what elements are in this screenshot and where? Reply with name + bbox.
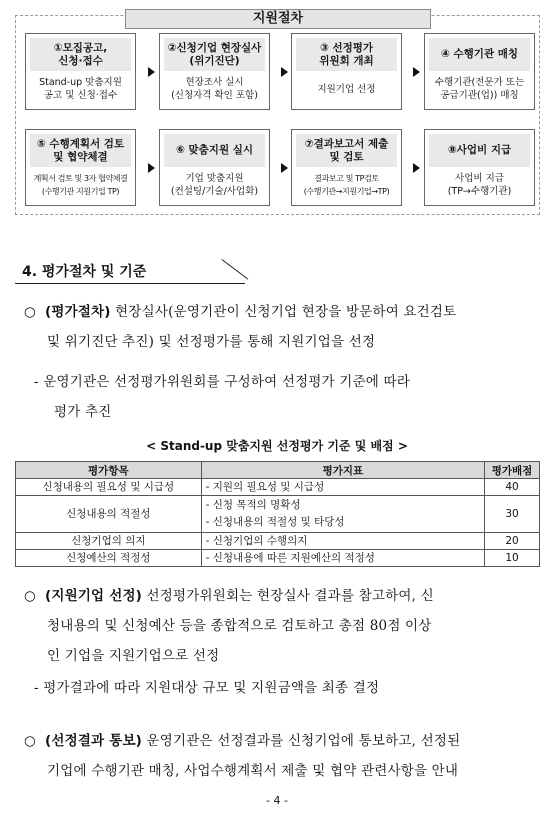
indicator-cell: - 신청기업의 수행의지 (201, 533, 484, 550)
column-header: 평가지표 (201, 462, 484, 479)
step-5-title: ⑤ 수행계획서 검토 및 협약체결 (30, 134, 131, 167)
score-cell: 40 (485, 479, 540, 496)
section-underline (15, 283, 245, 284)
para-label: (지원기업 선정) (44, 588, 143, 604)
dash-marker: - (34, 374, 39, 390)
indicator-cell: - 지원의 필요성 및 시급성 (201, 479, 484, 496)
dash-marker: - (34, 680, 39, 696)
item-cell: 신청내용의 필요성 및 시급성 (16, 479, 202, 496)
arrow-right-icon (148, 67, 155, 77)
step-8-desc: 사업비 지급 (TP→수행기관) (447, 173, 512, 197)
bullet-circle-icon: ○ (24, 733, 36, 749)
page-number: - 4 - (266, 794, 288, 807)
table-row (16, 496, 540, 533)
arrow-right-icon (281, 163, 288, 173)
column-header: 평가배점 (485, 462, 540, 479)
score-cell: 20 (485, 533, 540, 550)
step-8-title: ⑧사업비 지급 (429, 134, 530, 167)
step-3-desc: 지원기업 선정 (317, 83, 376, 95)
final-decision-paragraph: - 평가결과에 따라 지원대상 규모 및 지원금액을 최종 결정 (34, 680, 380, 696)
evaluation-criteria-table (15, 461, 540, 567)
step-7-title: ⑦결과보고서 제출 및 검토 (296, 134, 397, 167)
step-4-desc: 수행기관(전문가 또는 공급기관(업)) 매칭 (434, 77, 525, 101)
evaluation-committee-paragraph: - 운영기관은 선정평가위원회를 구성하여 선정평가 기준에 따라 평가 추진 (34, 374, 410, 420)
section-underline-slant (221, 259, 248, 280)
para-label: (평가절차) (44, 304, 111, 320)
step-1-title: ①모집공고, 신청·접수 (30, 38, 131, 71)
table-header-row (16, 462, 540, 479)
table-row (16, 479, 540, 496)
arrow-right-icon (281, 67, 288, 77)
score-cell: 10 (485, 550, 540, 567)
process-step-3 (291, 33, 402, 110)
table-row (16, 550, 540, 567)
para-label: (선정결과 통보) (44, 733, 143, 749)
section-heading: 4. 평가절차 및 기준 (22, 264, 147, 280)
step-2-title: ②신청기업 현장실사 (위기진단) (164, 38, 265, 71)
arrow-right-icon (413, 67, 420, 77)
score-cell: 30 (485, 496, 540, 533)
step-7-desc: 결과보고 및 TP검토 (수행기관→지원기업→TP) (303, 174, 390, 196)
step-6-desc: 기업 맞춤지원 (컨설팅/기술/사업화) (170, 173, 259, 197)
selection-paragraph: ○ (지원기업 선정) 선정평가위원회는 현장실사 결과를 참고하여, 신 청내용의 및 신청예산 등을 종합적으로 검토하고 총점 80점 이상 인 기업을 지원기업으로 선정 (24, 588, 434, 664)
step-6-title: ⑥ 맞춤지원 실시 (164, 134, 265, 167)
indicator-cell: - 신청 목적의 명확성 - 신청내용의 적절성 및 타당성 (201, 496, 484, 533)
bullet-circle-icon: ○ (24, 304, 36, 320)
bullet-circle-icon: ○ (24, 588, 36, 604)
arrow-right-icon (413, 163, 420, 173)
step-3-title: ③ 선정평가 위원회 개최 (296, 38, 397, 71)
step-4-title: ④ 수행기관 매칭 (429, 38, 530, 71)
process-step-4 (424, 33, 535, 110)
step-1-desc: Stand-up 맞춤지원 공고 및 신청·접수 (39, 77, 122, 101)
notification-paragraph: ○ (선정결과 통보) 운영기관은 선정결과를 신청기업에 통보하고, 선정된 기업에 수행기관 매칭, 사업수행계획서 제출 및 협약 관련사항을 안내 (24, 733, 461, 779)
process-step-1 (25, 33, 136, 110)
table-caption: < Stand-up 맞춤지원 선정평가 기준 및 배점 > (146, 439, 408, 453)
item-cell: 신청예산의 적정성 (16, 550, 202, 567)
arrow-right-icon (148, 163, 155, 173)
step-5-desc: 계획서 검토 및 3자 협약체결 (수행기관 지원기업 TP) (33, 174, 128, 196)
item-cell: 신청기업의 의지 (16, 533, 202, 550)
table-row (16, 533, 540, 550)
process-step-8 (424, 129, 535, 206)
process-title: 지원절차 (125, 9, 431, 29)
indicator-cell: - 신청내용에 따른 지원예산의 적정성 (201, 550, 484, 567)
process-step-2 (159, 33, 270, 110)
evaluation-procedure-paragraph: ○ (평가절차) 현장실사(운영기관이 신청기업 현장을 방문하여 요건검토 및 위기진단 추진) 및 선정평가를 통해 지원기업을 선정 (24, 304, 457, 350)
process-step-5 (25, 129, 136, 206)
column-header: 평가항목 (16, 462, 202, 479)
item-cell: 신청내용의 적절성 (16, 496, 202, 533)
process-step-6 (159, 129, 270, 206)
step-2-desc: 현장조사 실시 (신청자격 확인 포함) (171, 77, 258, 101)
process-step-7 (291, 129, 402, 206)
